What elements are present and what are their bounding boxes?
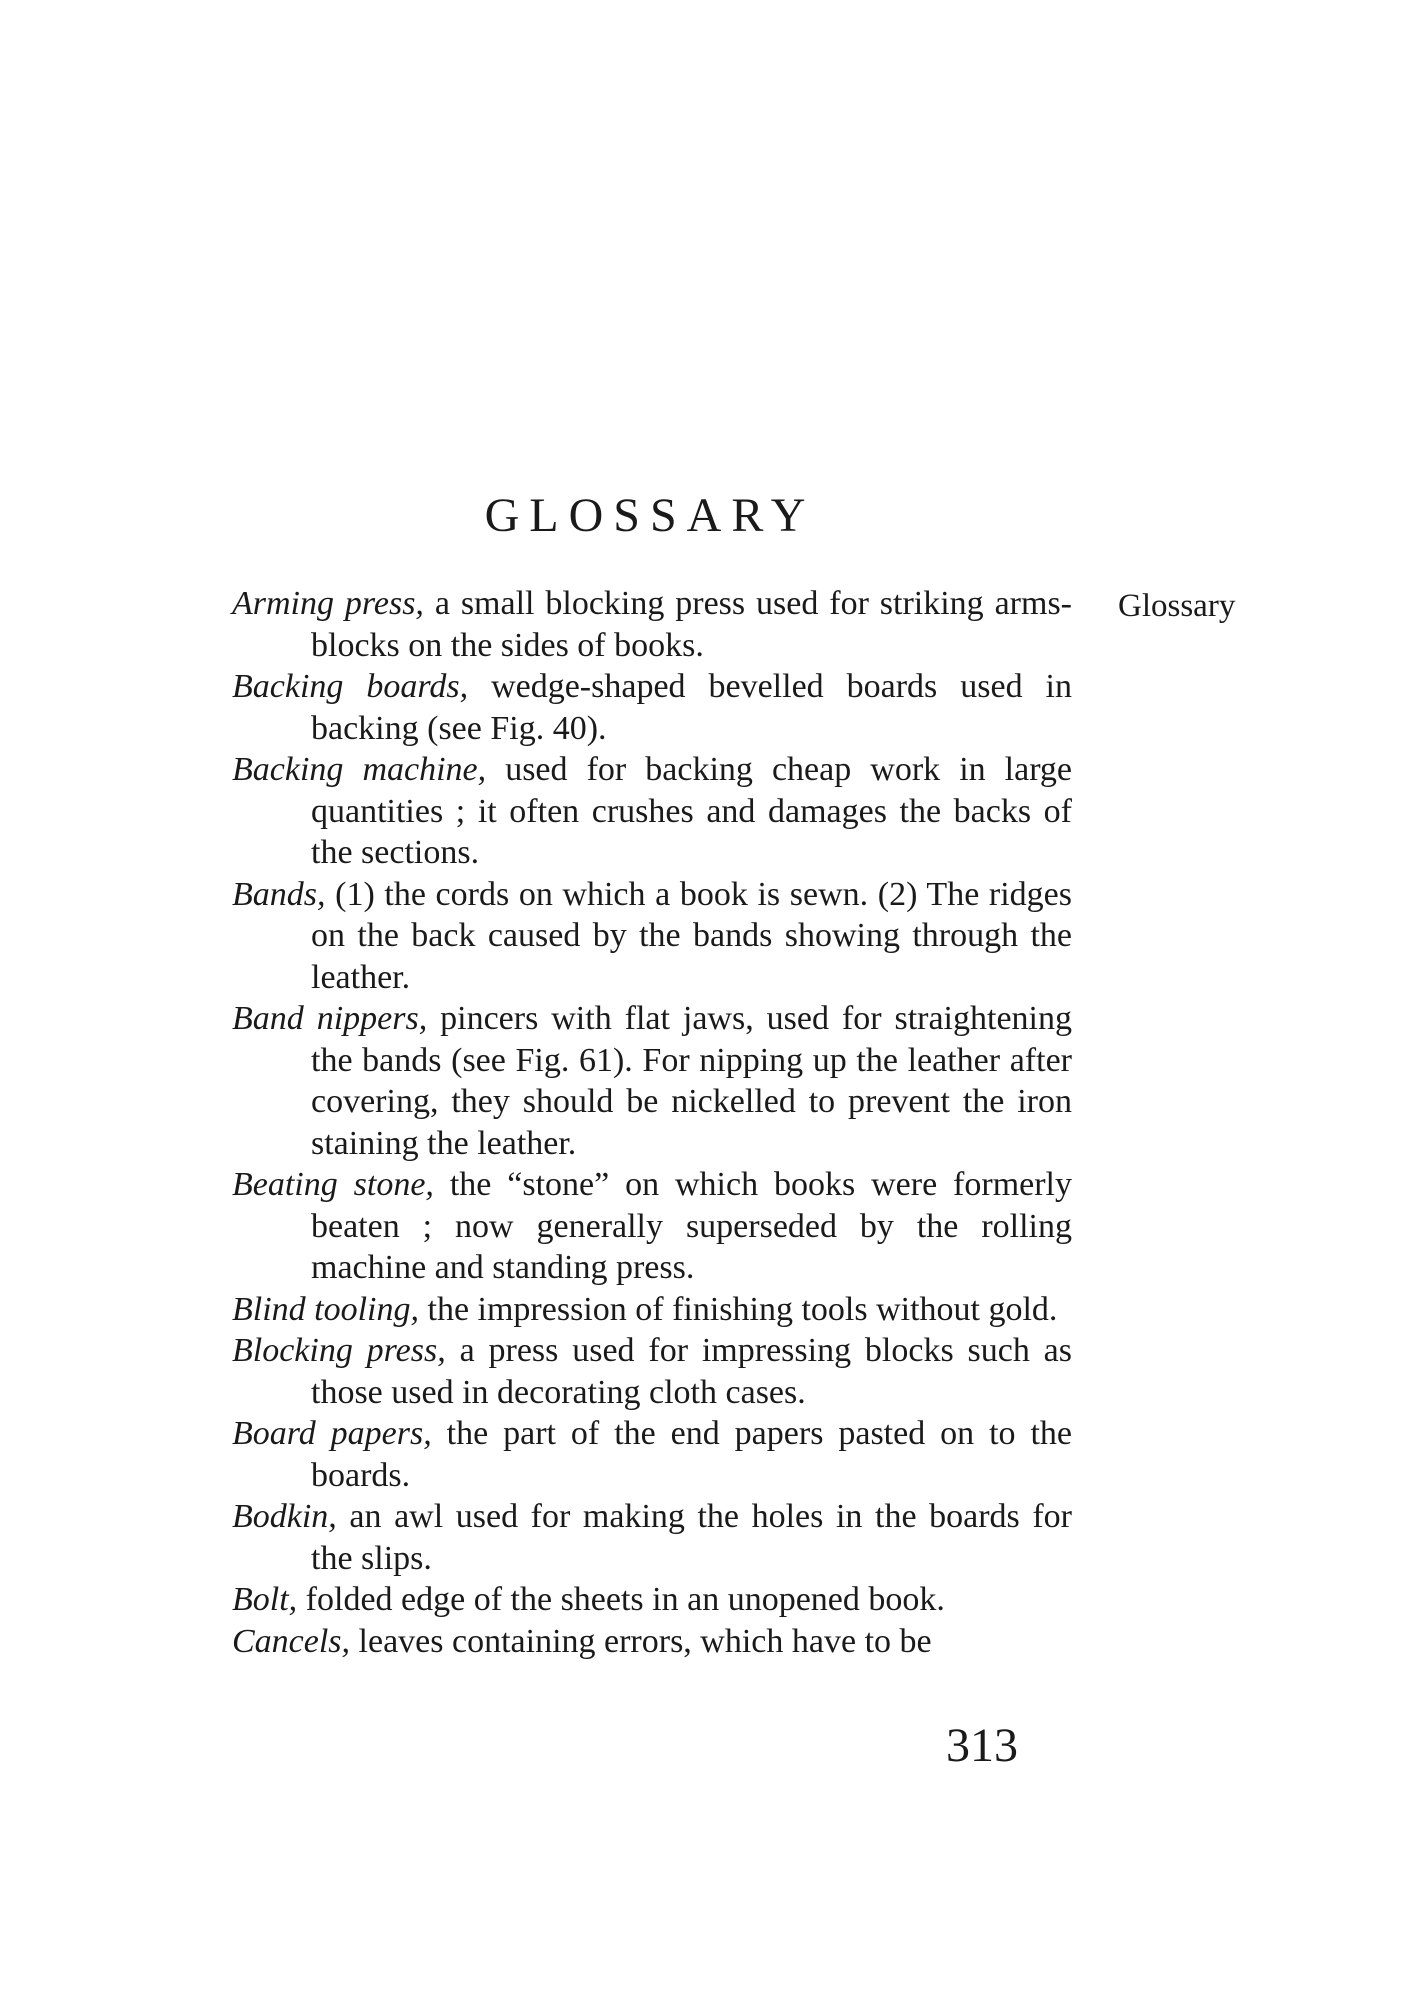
glossary-term: Band nippers, (232, 1000, 428, 1037)
glossary-entry (232, 1330, 1072, 1413)
glossary-entry (232, 666, 1072, 749)
glossary-term: Backing machine, (232, 751, 487, 788)
glossary-definition: a small blocking press used for striking arms-blocks on the sides of books. (311, 585, 1072, 664)
glossary-definition: the part of the end papers pasted on to the boards. (311, 1415, 1072, 1494)
glossary-entry (232, 749, 1072, 874)
glossary-term: Blind tooling, (232, 1290, 419, 1328)
glossary-entry (232, 1621, 1072, 1663)
page-number: 313 (946, 1719, 1018, 1772)
glossary-definition: used for backing cheap work in large quantities ; it often crushes and damages the backs of the sections. (311, 751, 1073, 871)
running-head: Glossary (1118, 588, 1236, 624)
glossary-definition: pincers with flat jaws, used for straightening the bands (see Fig. 61). For nipping up the leather after covering, they should be nickelled to prevent the iron staining the leather. (311, 1000, 1072, 1162)
glossary-definition: an awl used for making the holes in the boards for the slips. (311, 1498, 1072, 1577)
glossary-definition: wedge-shaped bevelled boards used in backing (see Fig. 40). (311, 668, 1072, 747)
glossary-term: Bolt, (232, 1581, 298, 1618)
glossary-definition: a press used for impressing blocks such as those used in decorating cloth cases. (311, 1332, 1073, 1411)
glossary-term: Arming press, (232, 585, 424, 622)
glossary-definition: (1) the cords on which a book is sewn. (2) The ridges on the back caused by the bands showing through the leather. (311, 875, 1072, 996)
glossary-definition: the “stone” on which books were formerly beaten ; now generally superseded by the rolling machine and standing press. (311, 1166, 1073, 1286)
glossary-entry (232, 998, 1072, 1164)
glossary-entry (232, 1579, 1072, 1621)
glossary-term: Beating stone, (232, 1166, 434, 1203)
glossary-entry (232, 1164, 1072, 1289)
glossary-term: Blocking press, (232, 1332, 446, 1369)
glossary-definition: leaves containing errors, which have to be (358, 1622, 932, 1660)
glossary-definition: the impression of finishing tools without gold. (427, 1290, 1058, 1328)
glossary-entry (232, 1413, 1072, 1496)
glossary-term: Cancels, (232, 1622, 351, 1660)
glossary-entries (232, 583, 1072, 1662)
glossary-entry (232, 583, 1072, 666)
glossary-term: Backing boards, (232, 668, 469, 705)
glossary-term: Board papers, (232, 1415, 432, 1452)
glossary-entry (232, 874, 1072, 999)
glossary-term: Bands, (232, 875, 326, 913)
glossary-definition: folded edge of the sheets in an unopened book. (305, 1581, 945, 1618)
glossary-entry (232, 1496, 1072, 1579)
glossary-entry (232, 1289, 1072, 1331)
page-title: GLOSSARY (484, 489, 816, 542)
glossary-term: Bodkin, (232, 1498, 337, 1535)
